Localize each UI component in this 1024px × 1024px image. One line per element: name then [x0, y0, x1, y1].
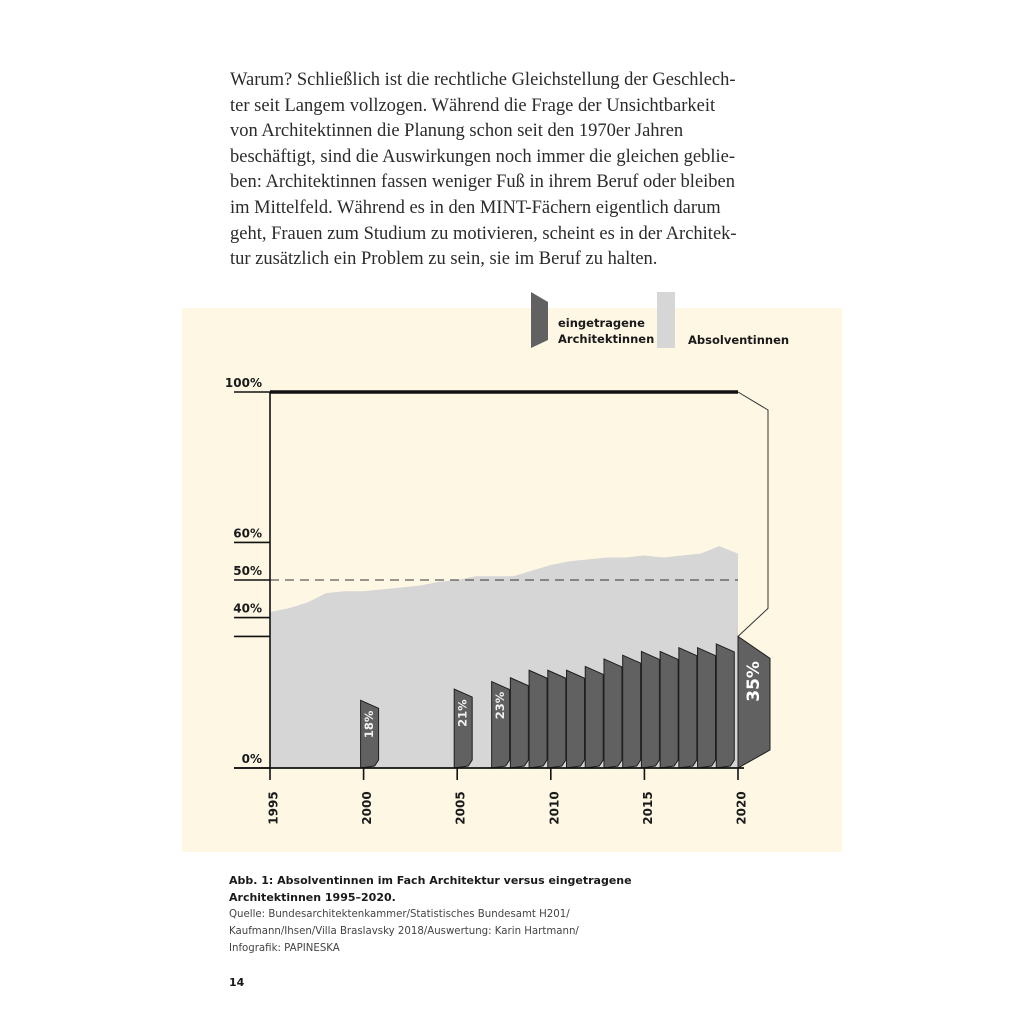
body-line: beschäftigt, sind die Auswirkungen noch immer die gleichen geblie- [230, 146, 736, 167]
y-tick-label: 50% [233, 564, 262, 578]
registered-bar [548, 670, 566, 768]
body-line: ter seit Langem vollzogen. Während die Frage der Unsichtbarkeit [230, 95, 716, 116]
registered-bar [660, 651, 678, 768]
x-tick-label: 2010 [547, 791, 562, 825]
bar-value-label: 18% [362, 710, 377, 739]
bar-value-label: 23% [493, 691, 508, 720]
caption-title-line: Abb. 1: Absolventinnen im Fach Architektur versus eingetragene [229, 874, 632, 887]
legend-label-registered: Architektinnen [558, 332, 655, 346]
final-value-label: 35% [744, 661, 764, 702]
registered-bar [604, 659, 622, 768]
body-line: tur zusätzlich ein Problem zu sein, sie im Beruf zu halten. [230, 249, 658, 270]
page-number: 14 [229, 976, 245, 989]
y-tick-label: 100% [224, 376, 262, 390]
registered-bar [716, 644, 734, 768]
registered-bar [623, 655, 641, 768]
registered-bar [641, 651, 659, 768]
body-line: von Architektinnen die Planung schon seit den 1970er Jahren [230, 121, 684, 142]
registered-bar [585, 666, 603, 768]
figure-caption [229, 872, 632, 957]
legend-swatch-registered [531, 292, 548, 348]
body-line: Warum? Schließlich ist die rechtliche Gleichstellung der Geschlech- [230, 70, 736, 90]
legend-swatch-graduates [657, 292, 675, 348]
caption-source-line: Kaufmann/Ihsen/Villa Braslavsky 2018/Auswertung: Karin Hartmann/ [229, 926, 579, 937]
registered-bar [510, 678, 528, 768]
x-tick-label: 2005 [453, 791, 468, 825]
caption-title-line: Architektinnen 1995–2020. [229, 891, 396, 904]
body-line: im Mittelfeld. Während es in den MINT-Fächern eigentlich darum [230, 197, 721, 218]
registered-bar [698, 648, 716, 768]
x-tick-label: 2000 [360, 791, 375, 825]
body-line: ben: Architektinnen fassen weniger Fuß in ihrem Beruf oder bleiben [230, 172, 736, 193]
legend-label-registered: eingetragene [558, 316, 645, 330]
bar-value-label: 21% [455, 699, 470, 727]
caption-source-line: Infografik: PAPINESKA [229, 943, 340, 954]
y-tick-label: 60% [233, 526, 262, 541]
legend-label-graduates: Absolventinnen [688, 333, 790, 347]
caption-source-line: Quelle: Bundesarchitektenkammer/Statistisches Bundesamt H201/ [229, 909, 570, 920]
y-tick-label: 40% [233, 601, 262, 616]
registered-bar [679, 648, 697, 768]
x-tick-label: 2020 [734, 791, 749, 825]
registered-bar [529, 670, 547, 768]
x-tick-label: 1995 [266, 791, 281, 825]
x-tick-label: 2015 [640, 791, 655, 825]
y-tick-label: 0% [241, 752, 262, 766]
body-line: geht, Frauen zum Studium zu motivieren, scheint es in der Architek- [230, 223, 737, 244]
registered-bar [567, 670, 585, 768]
